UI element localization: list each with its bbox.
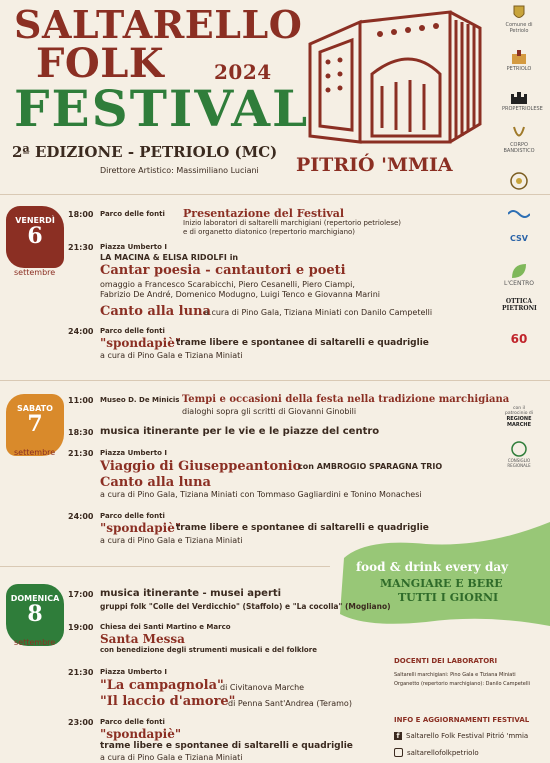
day-separator	[0, 380, 550, 381]
logo-ottica-pietroni	[502, 298, 536, 312]
event-line: Fabrizio De André, Domenico Modugno, Luigi Tenco e Giovanna Marini	[100, 290, 380, 299]
teachers-line: Saltarelli marchigiani: Pino Gala e Tiziana Miniati	[394, 672, 516, 678]
castle-icon	[508, 88, 530, 106]
logo-corpo-bandistico	[502, 124, 536, 154]
event-place: Chiesa dei Santi Martino e Marco	[100, 623, 231, 631]
event-title: Viaggio di Giuseppeantonio	[100, 459, 302, 474]
day-number: 8	[27, 601, 43, 627]
event-time: 18:30	[68, 428, 94, 437]
event-line: dialoghi sopra gli scritti di Giovanni Ginobili	[182, 407, 357, 416]
event-time: 17:00	[68, 590, 94, 599]
event-title: "La campagnola"	[100, 678, 224, 693]
month-label: settembre	[14, 638, 56, 647]
festival-title-festival: FESTIVAL	[14, 79, 310, 138]
accordion-illustration	[300, 4, 490, 150]
event-title-secondary: "Il laccio d'amore"	[100, 694, 236, 709]
facebook-icon: f	[394, 732, 402, 740]
town-icon	[508, 48, 530, 66]
logo-label: con il patrocinio di	[505, 406, 533, 416]
lyre-icon	[508, 124, 530, 142]
event-line: omaggio a Francesco Scarabicchi, Piero Cesanelli, Piero Ciampi,	[100, 280, 355, 289]
logo-label: Comune di Petriolo	[505, 22, 533, 34]
event-title: Tempi e occasioni della festa nella tradizione marchigiana	[182, 394, 510, 405]
motto-title: PITRIÓ 'MMIA	[296, 154, 453, 176]
event-time: 21:30	[68, 449, 94, 458]
logo-label: CONSIGLIO REGIONALE	[507, 458, 531, 468]
weekday-label: DOMENICA	[10, 594, 60, 603]
facebook-label: Saltarello Folk Festival Pitrió 'mmia	[406, 732, 529, 740]
event-line: a cura di Pino Gala e Tiziana Miniati	[100, 351, 243, 360]
logo-label: PETRIOLO	[506, 66, 532, 72]
logo-petriolo	[502, 48, 536, 72]
event-line: a cura di Pino Gala e Tiziana Miniati	[100, 753, 243, 762]
day-badge-saturday	[6, 394, 64, 456]
event-title-secondary: Canto alla luna	[100, 304, 211, 319]
logo-regione-marche	[502, 416, 536, 428]
event-line: a cura di Pino Gala, Tiziana Miniati con Tommaso Gagliardini e Tonino Monachesi	[100, 490, 422, 499]
event-place: Piazza Umberto I	[100, 449, 167, 457]
logo-round-seal	[502, 172, 536, 190]
event-line: con benedizione degli strumenti musicali e del folklore	[100, 646, 317, 654]
event-time: 19:00	[68, 623, 94, 632]
wave-icon	[508, 204, 530, 222]
event-title: Cantar poesia - cantautori e poeti	[100, 263, 346, 278]
event-time: 18:00	[68, 210, 94, 219]
festival-title-folk: FOLK	[36, 40, 165, 87]
festival-title-saltarello: SALTARELLO	[14, 2, 303, 47]
logo-csv	[502, 234, 536, 243]
logo-label: L'CENTRO	[503, 280, 535, 287]
event-place: Parco delle fonti	[100, 210, 165, 218]
leaf-icon	[508, 262, 530, 280]
logo-label: REGIONE MARCHE	[506, 416, 532, 428]
facebook-row[interactable]	[394, 732, 528, 740]
event-title: Presentazione del Festival	[183, 207, 345, 220]
event-place: Piazza Umberto I	[100, 668, 167, 676]
day-separator	[0, 566, 330, 567]
food-line2: MANGIARE E BERE	[380, 577, 503, 590]
event-title: "spondapiè"	[100, 336, 182, 350]
event-title-secondary: Canto alla luna	[100, 475, 211, 490]
event-time: 23:00	[68, 718, 94, 727]
instagram-label: saltarellofolkpetriolo	[407, 748, 479, 757]
event-line: di Penna Sant'Andrea (Teramo)	[228, 699, 352, 708]
artistic-director: Direttore Artistico: Massimiliano Luciani	[100, 166, 259, 175]
event-line: a cura di Pino Gala e Tiziana Miniati	[100, 536, 243, 545]
month-label: settembre	[14, 268, 56, 277]
event-title: Santa Messa	[100, 632, 185, 646]
event-time: 24:00	[68, 512, 94, 521]
event-line: a cura di Pino Gala, Tiziana Miniati con Danilo Campetelli	[204, 308, 433, 317]
event-with: con AMBROGIO SPARAGNA TRIO	[298, 462, 443, 471]
logo-centro	[502, 262, 536, 287]
weekday-label: SABATO	[17, 404, 53, 413]
crest-icon	[508, 4, 530, 22]
event-time: 24:00	[68, 327, 94, 336]
event-place: Parco delle fonti	[100, 512, 165, 520]
event-line: Inizio laboratori di saltarelli marchigiani (repertorio petriolese)	[183, 219, 402, 227]
logo-label: OTTICA PIETRONI	[502, 298, 537, 312]
event-time: 11:00	[68, 396, 94, 405]
logo-comune-petriolo	[502, 4, 536, 34]
event-line: gruppi folk "Colle del Verdicchio" (Staffolo) e "La cocolla" (Mogliano)	[100, 602, 391, 611]
event-place: Parco delle fonti	[100, 327, 165, 335]
food-line3: TUTTI I GIORNI	[398, 591, 499, 604]
logo-consiglio-regionale	[502, 440, 536, 468]
logo-label: CSV	[510, 234, 528, 243]
logo-patrocinio-label	[502, 406, 536, 416]
event-title: musica itinerante per le vie e le piazze del centro	[100, 426, 380, 437]
event-subtitle: LA MACINA & ELISA RIDOLFI in	[100, 253, 239, 262]
day-badge-friday	[6, 206, 64, 268]
event-description: trame libere e spontanee di saltarelli e quadriglie	[176, 338, 429, 348]
event-line: e di organetto diatonico (repertorio marchigiano)	[183, 228, 356, 236]
header-separator	[0, 194, 550, 195]
event-description: trame libere e spontanee di saltarelli e quadriglie	[176, 523, 429, 533]
instagram-icon	[394, 748, 403, 757]
weekday-label: VENERDÌ	[15, 216, 55, 225]
instagram-row[interactable]	[394, 748, 479, 757]
logo-label: 60	[510, 332, 528, 346]
event-place: Piazza Umberto I	[100, 243, 167, 251]
logo-sponsor-blue	[502, 204, 536, 222]
event-line: di Civitanova Marche	[220, 683, 305, 692]
event-time: 21:30	[68, 243, 94, 252]
logo-label: CORPO BANDISTICO	[503, 142, 535, 154]
month-label: settembre	[14, 448, 56, 457]
food-line1: food & drink every day	[356, 560, 509, 574]
info-heading: INFO E AGGIORNAMENTI FESTIVAL	[394, 716, 530, 724]
logo-propetriolese	[502, 88, 543, 112]
event-place: Parco delle fonti	[100, 718, 165, 726]
event-title: musica itinerante - musei aperti	[100, 588, 282, 599]
food-banner-shape	[336, 518, 550, 630]
event-place: Museo D. De Minicis	[100, 396, 180, 404]
logo-label: PROPETRIOLESE	[502, 106, 543, 112]
edition-line: 2ª EDIZIONE - PETRIOLO (MC)	[12, 143, 278, 161]
regional-emblem-icon	[508, 440, 530, 458]
day-badge-sunday	[6, 584, 64, 646]
logo-sixty	[502, 332, 536, 346]
teachers-line: Organetto (repertorio marchigiano): Danilo Campetelli	[394, 681, 531, 687]
event-time: 21:30	[68, 668, 94, 677]
event-title: "spondapiè"	[100, 521, 182, 535]
day-number: 7	[27, 411, 43, 437]
event-description: trame libere e spontanee di saltarelli e quadriglie	[100, 741, 353, 751]
festival-year: 2024	[214, 60, 272, 84]
event-title: "spondapiè"	[100, 727, 182, 741]
day-number: 6	[27, 223, 43, 249]
teachers-heading: DOCENTI DEI LABORATORI	[394, 657, 498, 665]
seal-icon	[508, 172, 530, 190]
